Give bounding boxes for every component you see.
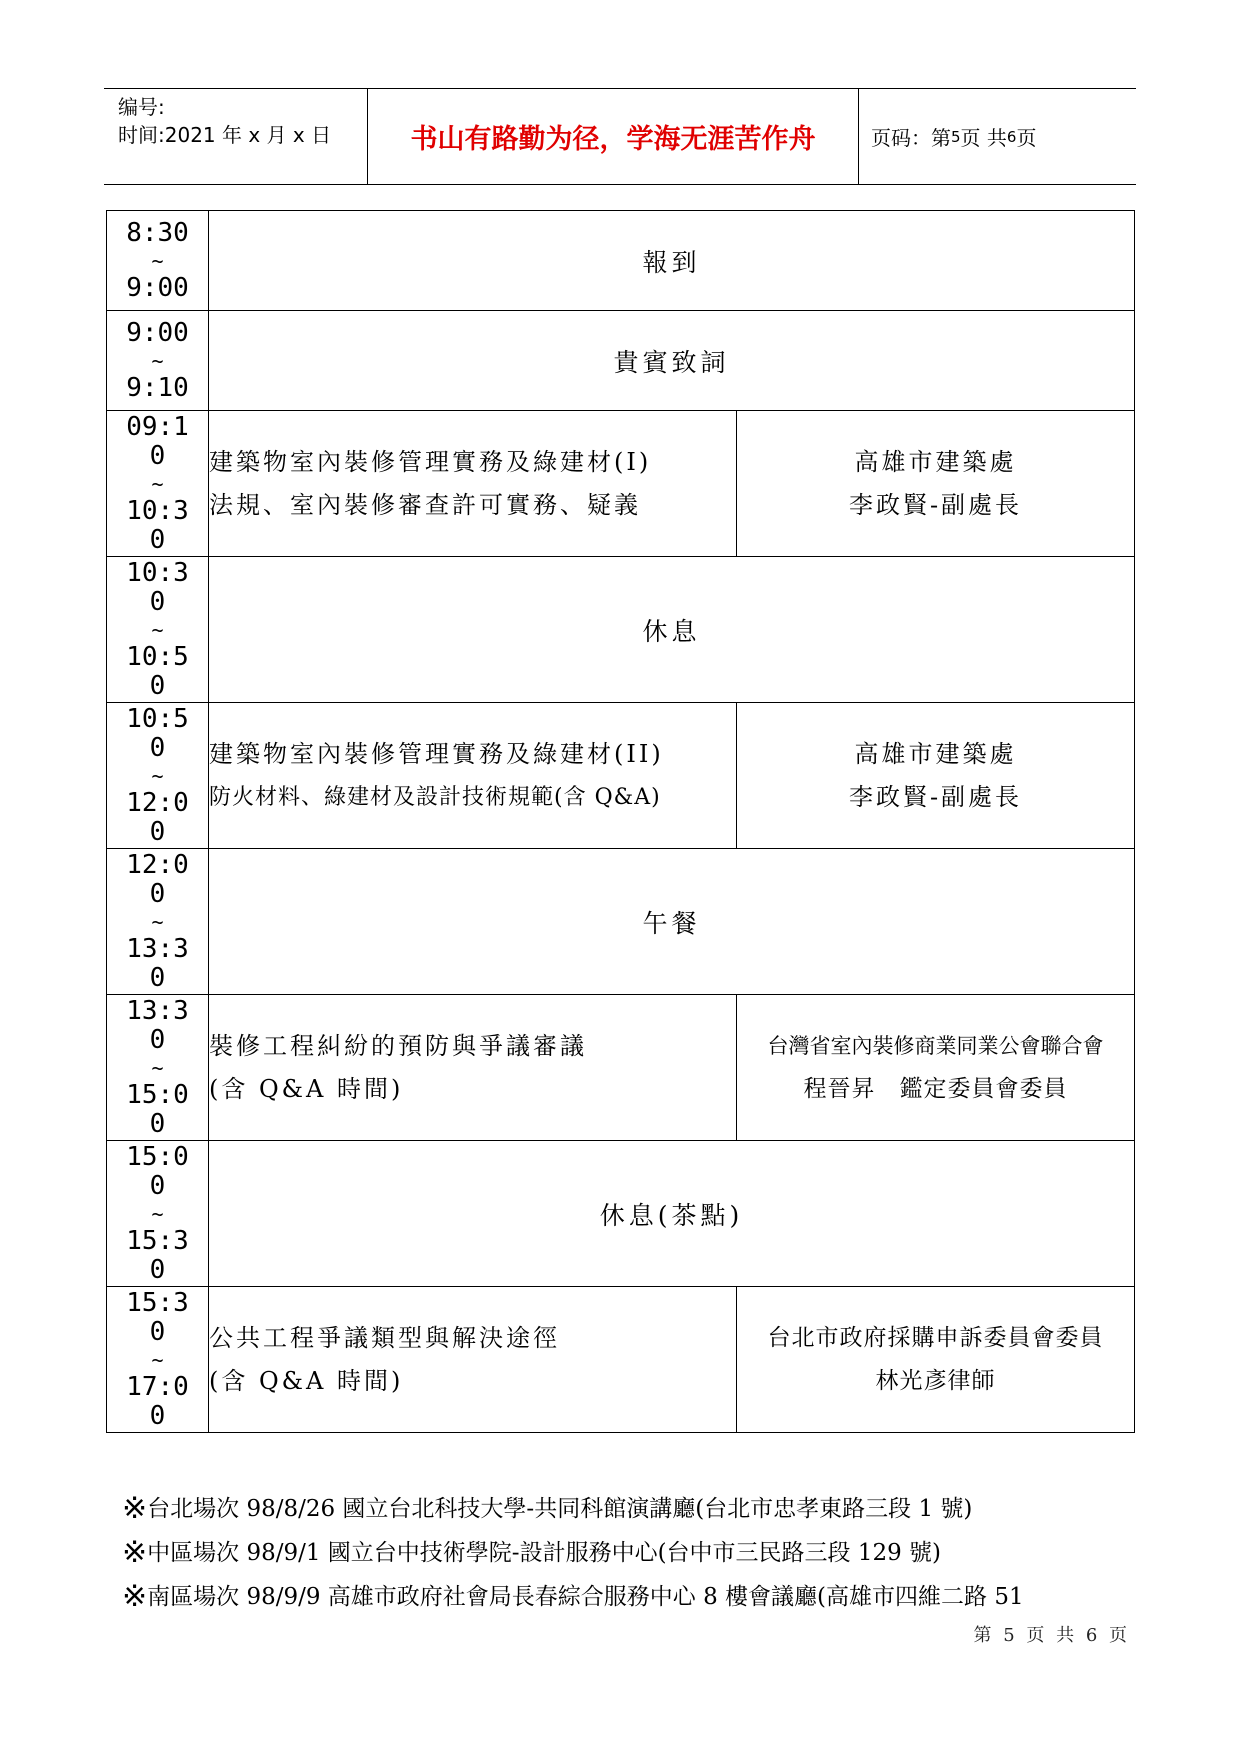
page-number: 5: [951, 127, 961, 146]
time-start: 9:00: [126, 317, 189, 348]
time-cell: [107, 1287, 209, 1433]
time-cell: [107, 703, 209, 849]
session-topic: [209, 1287, 737, 1433]
time-line: [118, 121, 367, 149]
time-start-cont: 0: [149, 732, 166, 763]
page-footer: 第 5 页 共 6 页: [973, 1625, 1130, 1646]
number-label: 编号:: [118, 95, 165, 119]
time-start: 8:30: [126, 217, 189, 248]
time-tilde: ~: [151, 248, 164, 273]
venue-notes: [122, 1487, 1132, 1619]
time-value: 2021 年 x 月 x 日: [164, 123, 332, 147]
schedule-row: [107, 1141, 1135, 1287]
time-end: 9:00: [126, 272, 189, 303]
speaker-line: 台北市政府採購申訴委員會委員: [767, 1324, 1104, 1351]
speaker-line: 高雄市建築處: [854, 739, 1017, 768]
time-start-cont: 0: [149, 1024, 166, 1055]
header-meta: [104, 89, 368, 184]
time-start: 15:0: [126, 1141, 189, 1172]
time-end: 13:3: [126, 933, 189, 964]
speaker-line: 林光彥律師: [875, 1367, 996, 1394]
page-header: [104, 88, 1136, 185]
time-end: 10:3: [126, 495, 189, 526]
time-end-cont: 0: [149, 1108, 166, 1139]
venue-note-text: 南區場次 98/9/9 高雄市政府社會局長春綜合服務中心 8 樓會議廳(高雄市四維二路 51: [147, 1584, 1024, 1610]
page-suffix: 页: [1016, 126, 1037, 150]
time-end-cont: 0: [149, 524, 166, 555]
time-cell: [107, 311, 209, 411]
speaker-line: 程晉昇 鑑定委員會委員: [803, 1075, 1068, 1102]
time-tilde: ~: [151, 617, 164, 642]
session-topic: [209, 995, 737, 1141]
reference-mark-icon: ※: [122, 1491, 148, 1526]
time-start-cont: 0: [149, 586, 166, 617]
page-prefix: 页码：第: [871, 126, 951, 150]
venue-note: [122, 1531, 1132, 1575]
session-speaker: [737, 703, 1135, 849]
reference-mark-icon: ※: [122, 1579, 148, 1614]
time-tilde: ~: [151, 763, 164, 788]
time-cell: [107, 849, 209, 995]
time-end-cont: 0: [149, 816, 166, 847]
session-title: 休息: [209, 557, 1135, 703]
time-start: 10:5: [126, 703, 189, 734]
time-cell: [107, 995, 209, 1141]
time-start: 15:3: [126, 1287, 189, 1318]
time-tilde: ~: [151, 471, 164, 496]
topic-line: (含 Q&A 時間): [209, 1366, 404, 1395]
header-page-info: [859, 89, 1136, 184]
session-title: 貴賓致詞: [209, 311, 1135, 411]
time-end: 12:0: [126, 787, 189, 818]
time-end: 9:10: [126, 372, 189, 403]
time-end: 15:0: [126, 1079, 189, 1110]
time-cell: [107, 211, 209, 311]
time-start-cont: 0: [149, 878, 166, 909]
speaker-line: 高雄市建築處: [854, 447, 1017, 476]
session-speaker: [737, 1287, 1135, 1433]
schedule-row: [107, 411, 1135, 557]
venue-note: [122, 1575, 1132, 1619]
time-end-cont: 0: [149, 962, 166, 993]
schedule-row: [107, 995, 1135, 1141]
time-end-cont: 0: [149, 670, 166, 701]
session-speaker: [737, 411, 1135, 557]
time-start: 10:3: [126, 557, 189, 588]
time-end: 17:0: [126, 1371, 189, 1402]
time-start-cont: 0: [149, 440, 166, 471]
time-end-cont: 0: [149, 1400, 166, 1431]
time-tilde: ~: [151, 1201, 164, 1226]
motto: 书山有路勤为径，学海无涯苦作舟: [368, 89, 859, 184]
venue-note-text: 台北場次 98/8/26 國立台北科技大學-共同科館演講廳(台北市忠孝東路三段 1 號): [147, 1496, 973, 1522]
topic-line: 裝修工程糾紛的預防與爭議審議: [209, 1031, 587, 1060]
time-cell: [107, 557, 209, 703]
speaker-line: 李政賢-副處長: [848, 782, 1023, 811]
topic-line: 公共工程爭議類型與解決途徑: [209, 1323, 560, 1352]
session-topic: [209, 703, 737, 849]
time-tilde: ~: [151, 909, 164, 934]
time-start: 09:1: [126, 411, 189, 442]
speaker-line: 台灣省室內裝修商業同業公會聯合會: [767, 1033, 1104, 1058]
time-end-cont: 0: [149, 1254, 166, 1285]
schedule-row: [107, 849, 1135, 995]
schedule-row: [107, 1287, 1135, 1433]
schedule-row: [107, 311, 1135, 411]
session-title: 休息(茶點): [209, 1141, 1135, 1287]
session-title: 報到: [209, 211, 1135, 311]
time-start-cont: 0: [149, 1316, 166, 1347]
schedule-row: [107, 557, 1135, 703]
session-speaker: [737, 995, 1135, 1141]
time-start: 12:0: [126, 849, 189, 880]
topic-line: (含 Q&A 時間): [209, 1074, 404, 1103]
schedule-row: [107, 703, 1135, 849]
session-topic: [209, 411, 737, 557]
time-start: 13:3: [126, 995, 189, 1026]
time-start-cont: 0: [149, 1170, 166, 1201]
time-label: 时间:: [118, 123, 165, 147]
reference-mark-icon: ※: [122, 1535, 148, 1570]
time-end: 15:3: [126, 1225, 189, 1256]
venue-note: [122, 1487, 1132, 1531]
session-title: 午餐: [209, 849, 1135, 995]
schedule-row: [107, 211, 1135, 311]
venue-note-text: 中區場次 98/9/1 國立台中技術學院-設計服務中心(台中市三民路三段 129 號): [147, 1540, 942, 1566]
topic-line: 建築物室內裝修管理實務及綠建材(II): [209, 739, 664, 768]
topic-line: 防火材料、綠建材及設計技術規範(含 Q&A): [209, 784, 661, 810]
page-mid: 页 共: [960, 126, 1007, 150]
topic-line: 法規、室內裝修審查許可實務、疑義: [209, 490, 641, 519]
time-cell: [107, 1141, 209, 1287]
time-tilde: ~: [151, 348, 164, 373]
time-tilde: ~: [151, 1055, 164, 1080]
time-cell: [107, 411, 209, 557]
page-total: 6: [1006, 127, 1017, 146]
topic-line: 建築物室內裝修管理實務及綠建材(I): [209, 447, 652, 476]
schedule-table: [106, 210, 1135, 1433]
speaker-line: 李政賢-副處長: [848, 490, 1023, 519]
time-end: 10:5: [126, 641, 189, 672]
time-tilde: ~: [151, 1347, 164, 1372]
